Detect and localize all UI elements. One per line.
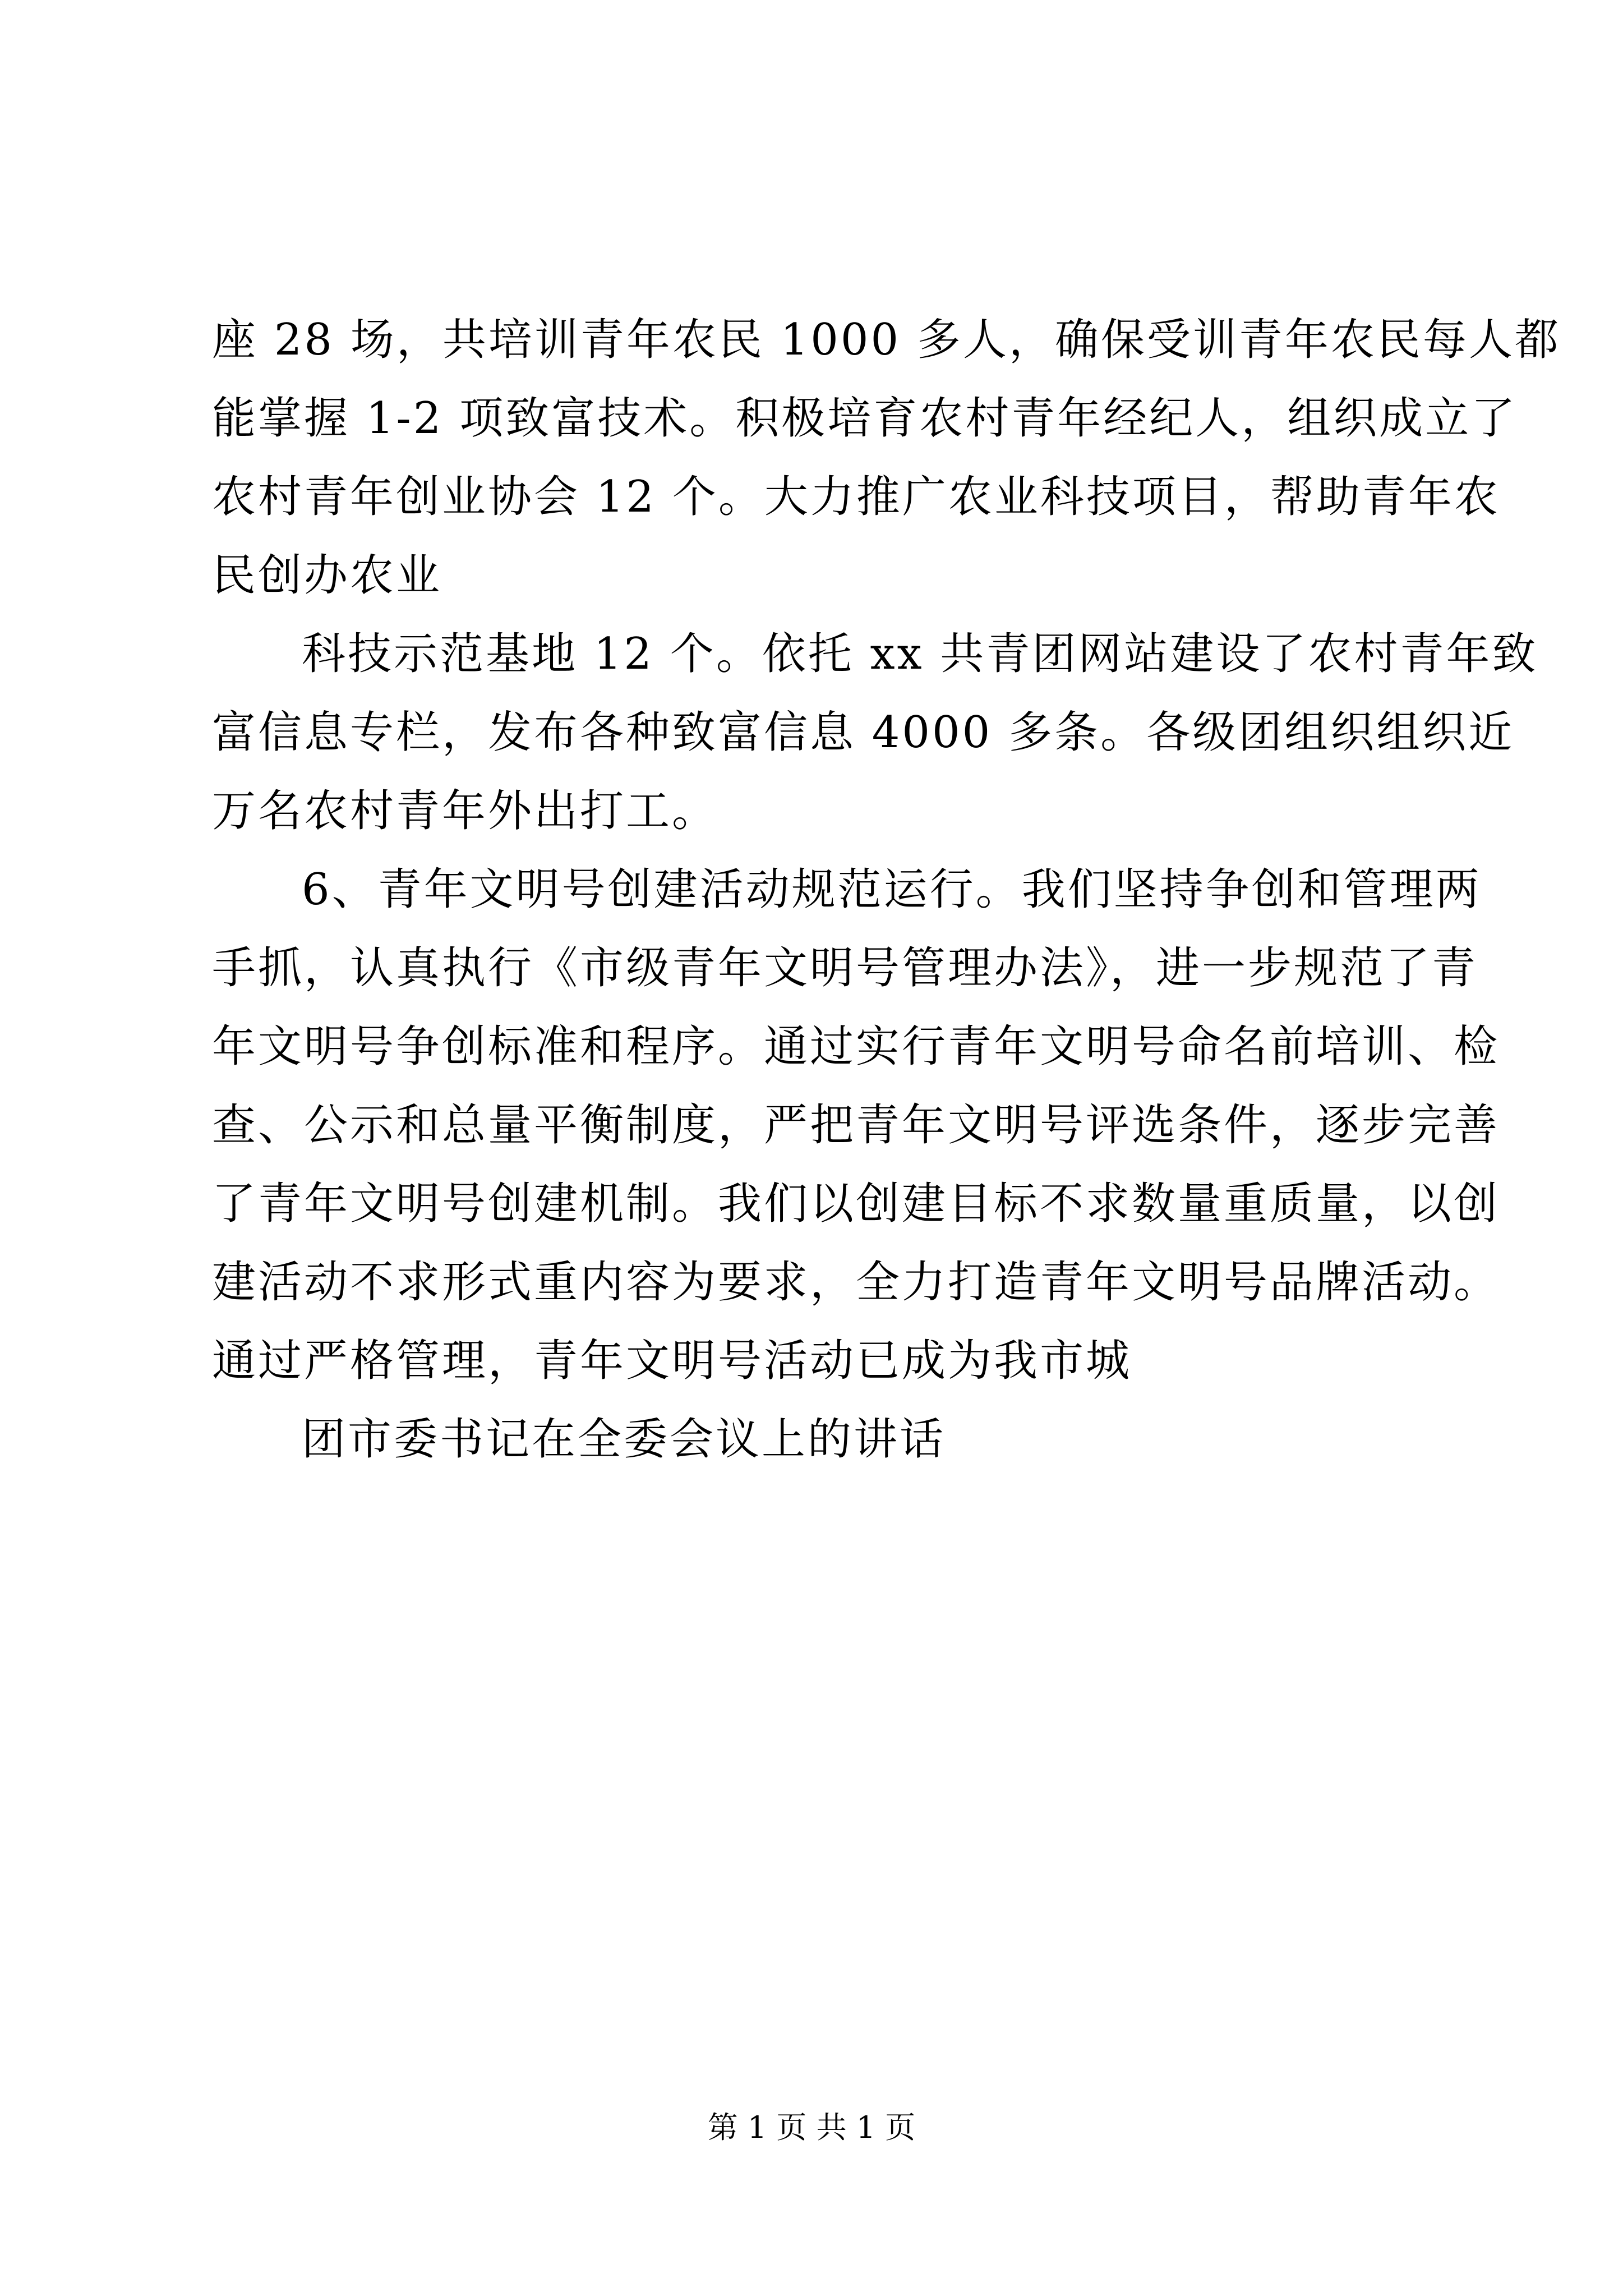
paragraph-line: 团市委书记在全委会议上的讲话 xyxy=(302,1414,946,1465)
paragraph-line: 科技示范基地 12 个。依托 xx 共青团网站建设了农村青年致 xyxy=(302,629,1538,679)
paragraph-line: 查、公示和总量平衡制度，严把青年文明号评选条件，逐步完善 xyxy=(212,1100,1500,1151)
page-footer: 第 1 页 共 1 页 xyxy=(707,2110,916,2145)
paragraph-line: 万名农村青年外出打工。 xyxy=(212,786,718,836)
paragraph-line: 能掌握 1-2 项致富技术。积极培育农村青年经纪人，组织成立了 xyxy=(212,393,1518,444)
paragraph-line: 年文明号争创标准和程序。通过实行青年文明号命名前培训、检 xyxy=(212,1022,1500,1072)
paragraph-line: 了青年文明号创建机制。我们以创建目标不求数量重质量，以创 xyxy=(212,1179,1500,1229)
paragraph-line: 民创办农业 xyxy=(212,550,442,601)
paragraph-line: 6、青年文明号创建活动规范运行。我们坚持争创和管理两 xyxy=(302,864,1482,915)
paragraph-line: 手抓，认真执行《市级青年文明号管理办法》，进一步规范了青 xyxy=(212,943,1478,993)
paragraph-line: 农村青年创业协会 12 个。大力推广农业科技项目，帮助青年农 xyxy=(212,472,1500,522)
document-body xyxy=(212,301,1561,1479)
paragraph-line: 座 28 场，共培训青年农民 1000 多人，确保受训青年农民每人都 xyxy=(212,315,1561,365)
paragraph-line: 建活动不求形式重内容为要求，全力打造青年文明号品牌活动。 xyxy=(212,1257,1500,1308)
paragraph-line: 富信息专栏，发布各种致富信息 4000 多条。各级团组织组织近 xyxy=(212,707,1515,758)
paragraph-line: 通过严格管理，青年文明号活动已成为我市城 xyxy=(212,1336,1132,1386)
